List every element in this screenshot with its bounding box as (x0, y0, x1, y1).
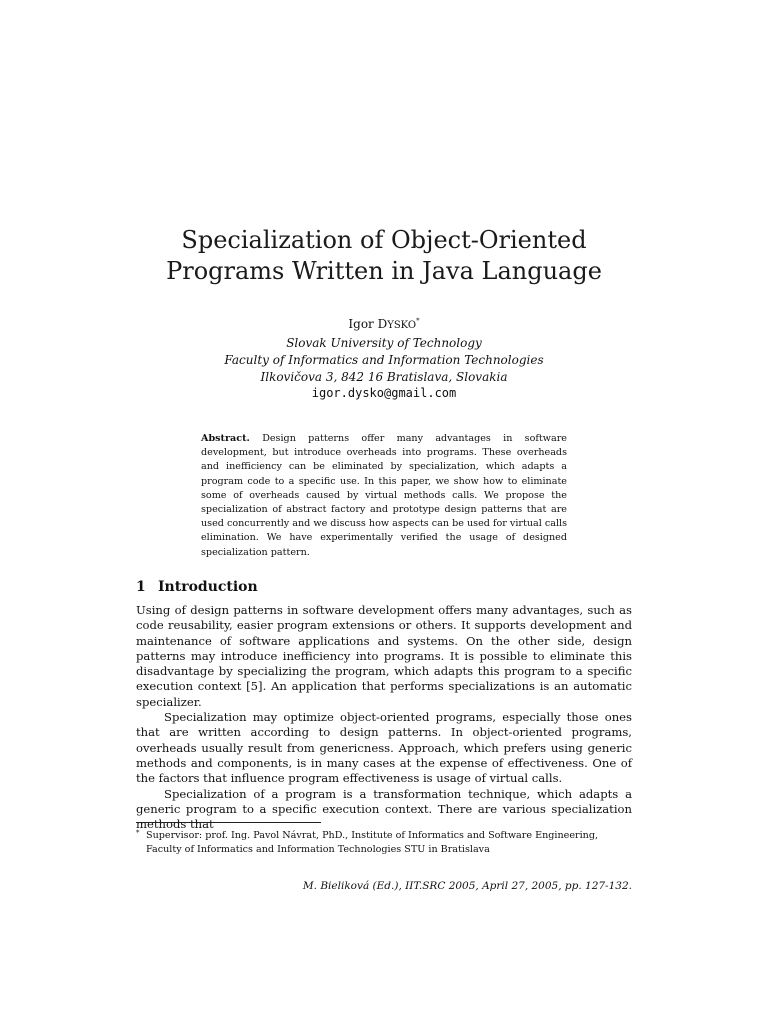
abstract-label: Abstract. (201, 433, 250, 444)
author-surname: YSKO (387, 320, 417, 331)
affiliation-address: Ilkovičova 3, 842 16 Bratislava, Slovakia (260, 370, 508, 384)
abstract (201, 432, 567, 560)
footnote-text: Supervisor: prof. Ing. Pavol Návrat, PhD., Institute of Informatics and Software Engineering, Faculty of Informatics and Information Technologies STU in Bratislava (146, 830, 599, 855)
paragraph: Specialization of a program is a transformation technique, which adapts a generic program to a specific execution context. There are various specialization methods that (136, 786, 632, 832)
affiliation-university: Slovak University of Technology (286, 336, 482, 350)
author-name (0, 313, 768, 334)
title-line-2: Programs Written in Java Language (166, 257, 602, 285)
footnote (136, 829, 632, 857)
paragraph: Using of design patterns in software development offers many advantages, such as code reusability, easier program extensions or others. It supports development and maintenance of software applications and systems. On the other side, design patterns may introduce inefficiency into programs. It is possible to eliminate this disadvantage by specializing the program, which adapts this program to a specific execution context [5]. An application that performs specializations is an automatic specializer. (136, 603, 632, 709)
body-text (136, 603, 632, 832)
footnote-mark: * (136, 829, 140, 837)
section-number: 1 (136, 579, 146, 595)
title-line-1: Specialization of Object-Oriented (181, 226, 587, 254)
abstract-text: Design patterns offer many advantages in software development, but introduce overheads into programs. These overheads and inefficiency can be eliminated by specialization, which adapts a program code to a specific use. In this paper, we show how to eliminate some of overheads caused by virtual methods calls. We propose the specialization of abstract factory and prototype design patterns that are used concurrently and we discuss how aspects can be used for virtual calls elimination. We have experimentally verified the usage of designed specialization pattern. (201, 433, 567, 558)
author-footnote-mark: * (416, 317, 420, 325)
author-first: Igor D (348, 317, 388, 331)
paragraph: Specialization may optimize object-oriented programs, especially those ones that are written according to design patterns. In object-oriented programs, overheads usually result from genericness. Approach, which prefers using generic methods and components, is in many cases at the expense of effectiveness. One of the factors that influence program effectiveness is usage of virtual calls. (136, 710, 632, 786)
section-heading (136, 579, 258, 595)
affiliation (0, 335, 768, 386)
citation: M. Bieliková (Ed.), IIT.SRC 2005, April 27, 2005, pp. 127-132. (302, 880, 632, 892)
footnote-divider (136, 822, 321, 823)
affiliation-faculty: Faculty of Informatics and Information Technologies (224, 353, 544, 367)
paper-title (120, 225, 648, 287)
author-email: igor.dysko@gmail.com (311, 386, 457, 400)
section-title: Introduction (158, 579, 258, 595)
